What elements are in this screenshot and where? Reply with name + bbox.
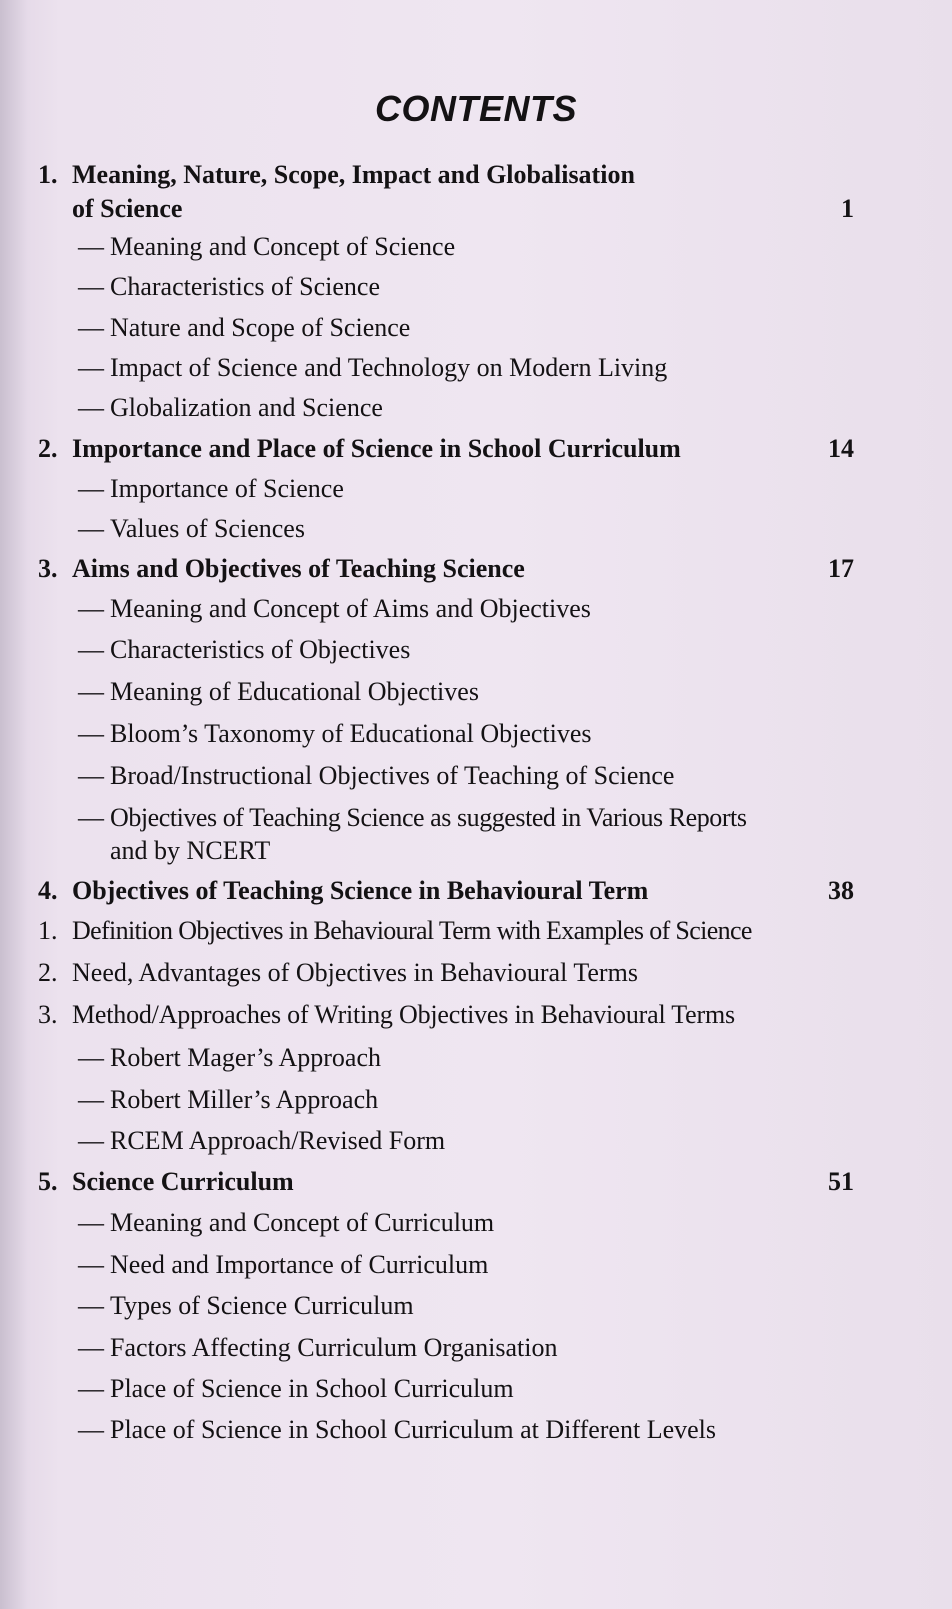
dash-mark: — bbox=[78, 474, 104, 503]
dash-mark: — bbox=[78, 719, 104, 748]
item-text: Objectives of Teaching Science as suggested in Various Reports bbox=[110, 803, 747, 832]
item-number: 2. bbox=[38, 958, 58, 987]
page-number: 17 bbox=[828, 554, 854, 583]
page-title: CONTENTS bbox=[375, 88, 577, 129]
dash-mark: — bbox=[78, 232, 104, 261]
dash-mark: — bbox=[78, 272, 104, 301]
dash-mark: — bbox=[78, 514, 104, 543]
page-number: 14 bbox=[828, 434, 854, 463]
dash-mark: — bbox=[78, 677, 104, 706]
item-text: Robert Miller’s Approach bbox=[110, 1085, 379, 1114]
item-number: 3. bbox=[38, 1000, 58, 1029]
dash-mark: — bbox=[78, 761, 104, 790]
item-text: Place of Science in School Curriculum bbox=[110, 1374, 514, 1403]
page-number: 51 bbox=[828, 1167, 854, 1196]
item-text: Impact of Science and Technology on Modern Living bbox=[110, 353, 668, 382]
chapter-number: 3. bbox=[38, 554, 58, 583]
item-text: Robert Mager’s Approach bbox=[110, 1043, 382, 1072]
item-number: 1. bbox=[38, 916, 58, 945]
item-text: Meaning and Concept of Aims and Objectives bbox=[110, 594, 591, 623]
item-text: Method/Approaches of Writing Objectives in Behavioural Terms bbox=[72, 1000, 735, 1029]
chapter-title: Meaning, Nature, Scope, Impact and Globalisation bbox=[72, 160, 635, 189]
item-text: Characteristics of Science bbox=[110, 272, 380, 301]
item-text: Need and Importance of Curriculum bbox=[110, 1250, 489, 1279]
chapter-number: 2. bbox=[38, 434, 58, 463]
item-text: Characteristics of Objectives bbox=[110, 635, 411, 664]
item-text: Definition Objectives in Behavioural Term with Examples of Science bbox=[72, 916, 752, 945]
chapter-title: of Science bbox=[72, 194, 183, 223]
dash-mark: — bbox=[78, 1291, 104, 1320]
dash-mark: — bbox=[78, 1126, 104, 1155]
item-text: Globalization and Science bbox=[110, 393, 383, 422]
item-text: Broad/Instructional Objectives of Teaching of Science bbox=[110, 761, 675, 790]
page-number: 1 bbox=[841, 194, 854, 223]
chapter-title: Importance and Place of Science in School Curriculum bbox=[72, 434, 681, 463]
dash-mark: — bbox=[78, 635, 104, 664]
dash-mark: — bbox=[78, 1415, 104, 1444]
item-text: Meaning and Concept of Science bbox=[110, 232, 456, 261]
chapter-number: 4. bbox=[38, 876, 58, 905]
item-text: Nature and Scope of Science bbox=[110, 313, 411, 342]
dash-mark: — bbox=[78, 1208, 104, 1237]
dash-mark: — bbox=[78, 1085, 104, 1114]
dash-mark: — bbox=[78, 803, 104, 832]
item-text: Values of Sciences bbox=[110, 514, 305, 543]
chapter-title: Aims and Objectives of Teaching Science bbox=[72, 554, 525, 583]
item-text: Importance of Science bbox=[110, 474, 344, 503]
chapter-number: 5. bbox=[38, 1167, 58, 1196]
dash-mark: — bbox=[78, 1374, 104, 1403]
page-number: 38 bbox=[828, 876, 854, 905]
item-text: RCEM Approach/Revised Form bbox=[110, 1126, 446, 1155]
item-text: Meaning of Educational Objectives bbox=[110, 677, 479, 706]
item-text: Meaning and Concept of Curriculum bbox=[110, 1208, 495, 1237]
chapter-number: 1. bbox=[38, 160, 58, 189]
item-text: Place of Science in School Curriculum at Different Levels bbox=[110, 1415, 716, 1444]
item-text: Need, Advantages of Objectives in Behavioural Terms bbox=[72, 958, 638, 987]
item-text: and by NCERT bbox=[110, 836, 271, 865]
dash-mark: — bbox=[78, 313, 104, 342]
item-text: Bloom’s Taxonomy of Educational Objectives bbox=[110, 719, 592, 748]
dash-mark: — bbox=[78, 393, 104, 422]
chapter-title: Science Curriculum bbox=[72, 1167, 294, 1196]
dash-mark: — bbox=[78, 1043, 104, 1072]
dash-mark: — bbox=[78, 353, 104, 382]
dash-mark: — bbox=[78, 594, 104, 623]
item-text: Types of Science Curriculum bbox=[110, 1291, 414, 1320]
dash-mark: — bbox=[78, 1333, 104, 1362]
chapter-title: Objectives of Teaching Science in Behavioural Term bbox=[72, 876, 649, 905]
dash-mark: — bbox=[78, 1250, 104, 1279]
item-text: Factors Affecting Curriculum Organisation bbox=[110, 1333, 558, 1362]
